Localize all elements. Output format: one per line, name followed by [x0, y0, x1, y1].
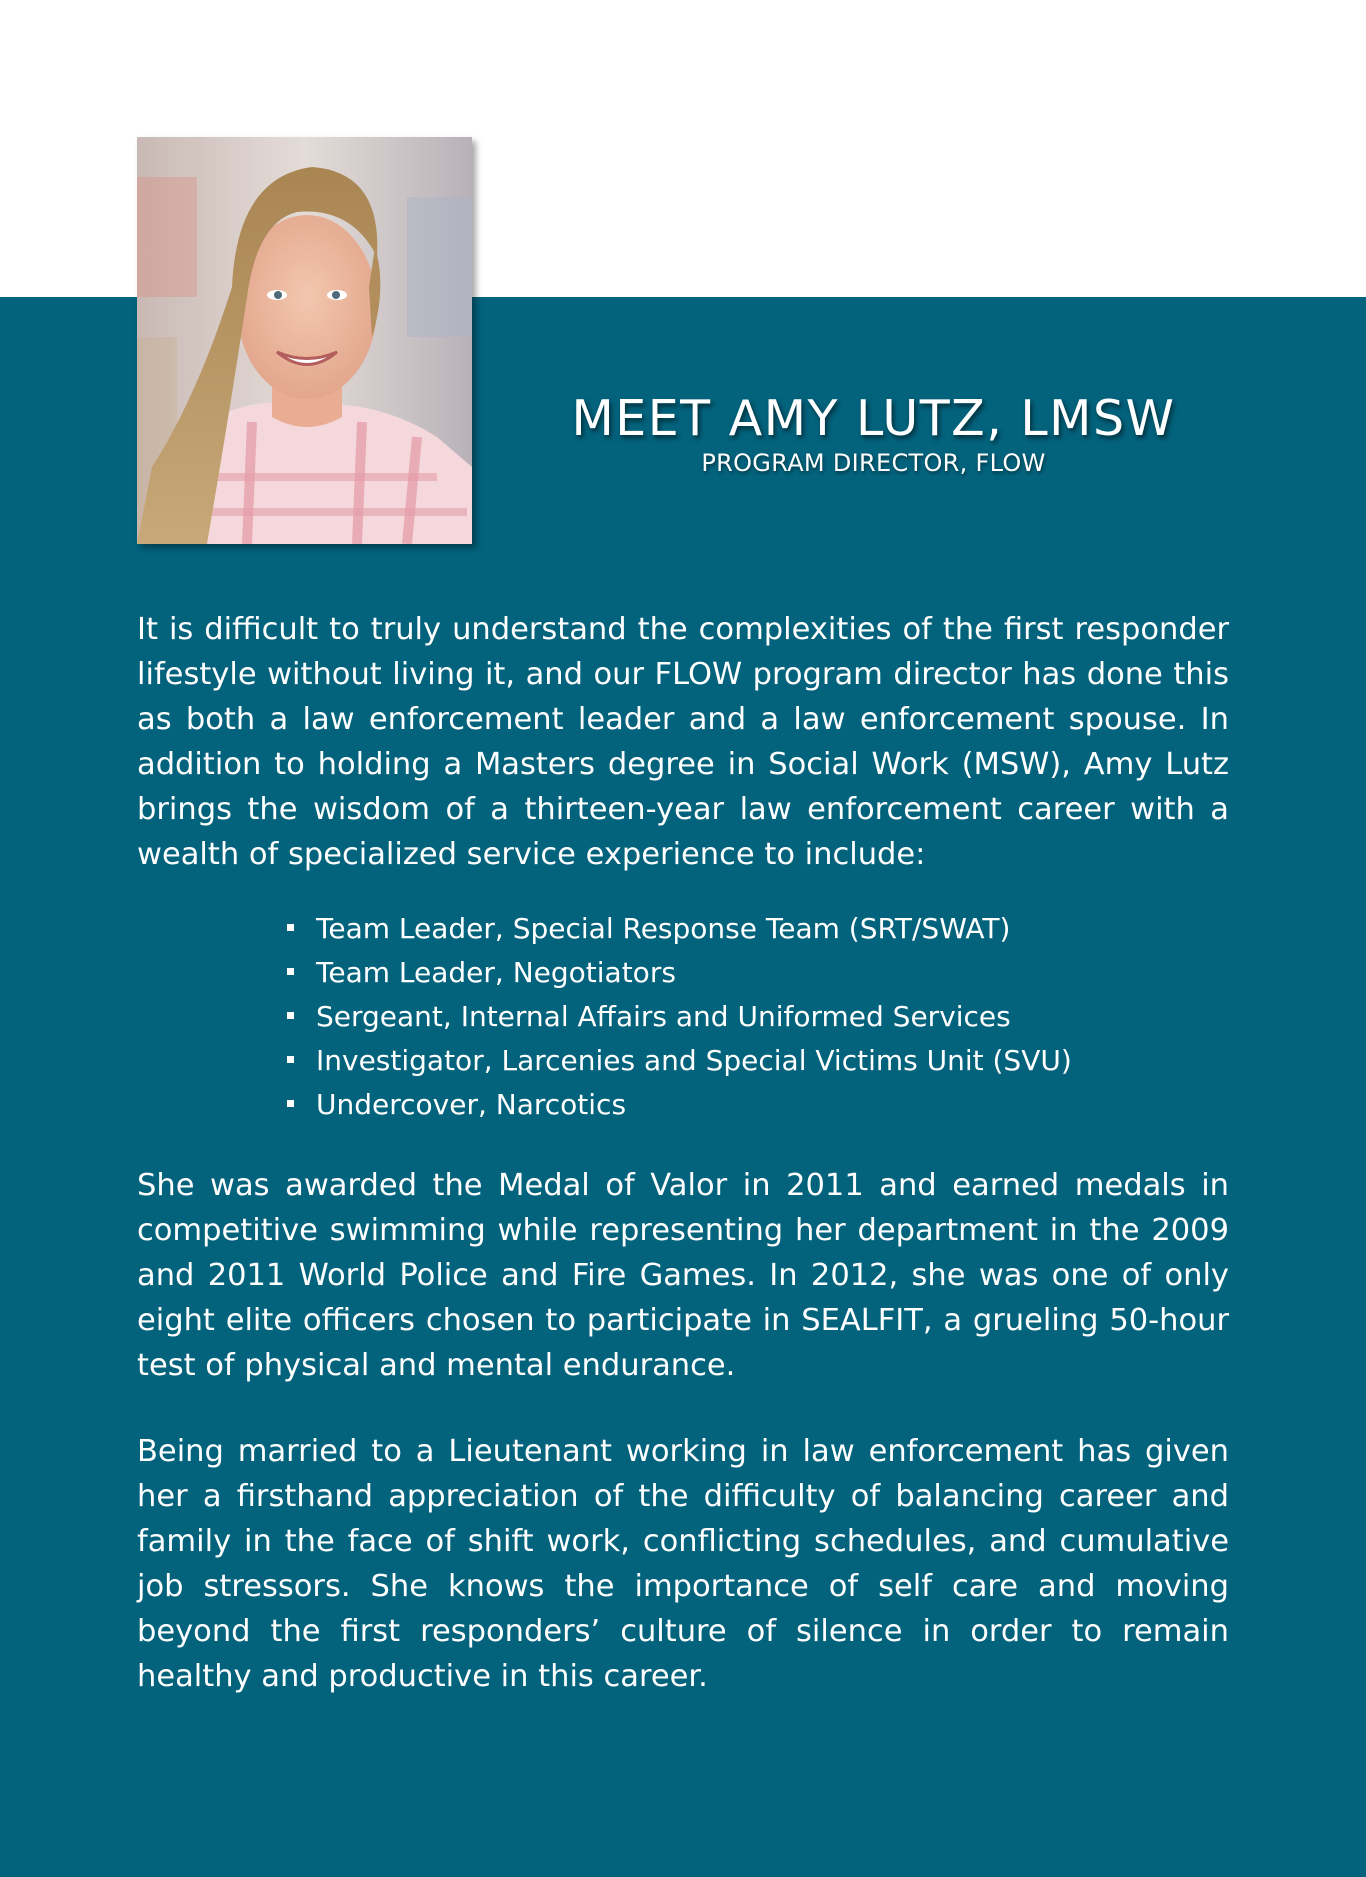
list-item-text: Team Leader, Special Response Team (SRT/SWAT) [316, 912, 1011, 945]
list-item [287, 951, 1229, 995]
portrait-illustration [137, 137, 472, 544]
list-item-text: Investigator, Larcenies and Special Victims Unit (SVU) [316, 1044, 1072, 1077]
bio-content [137, 607, 1229, 1699]
page-title: MEET AMY LUTZ, LMSW [571, 390, 1176, 447]
list-item [287, 907, 1229, 951]
bullet-square-icon [287, 1100, 294, 1107]
bullet-square-icon [287, 1056, 294, 1063]
list-item-text: Undercover, Narcotics [316, 1088, 627, 1121]
family-paragraph: Being married to a Lieutenant working in law enforcement has given her a firsthand appreciation of the difficulty of balancing career and family in the face of shift work, conflicting schedules, and cumulative job stressors. She knows the importance of self care and moving beyond the first responders’ culture of silence in order to remain healthy and productive in this career. [137, 1434, 1229, 1694]
list-item [287, 995, 1229, 1039]
bullet-square-icon [287, 924, 294, 931]
list-item [287, 1083, 1229, 1127]
bullet-square-icon [287, 968, 294, 975]
subtitle-role: PROGRAM DIRECTOR, FLOW [701, 448, 1046, 477]
portrait-photo [137, 137, 472, 544]
title-block [520, 392, 1227, 477]
bullet-square-icon [287, 1012, 294, 1019]
list-item-text: Sergeant, Internal Affairs and Uniformed Services [316, 1000, 1011, 1033]
list-item [287, 1039, 1229, 1083]
intro-paragraph: It is difficult to truly understand the complexities of the first responder lifestyle without living it, and our FLOW program director has done this as both a law enforcement leader and a law enforcement spouse. In addition to holding a Masters degree in Social Work (MSW), Amy Lutz brings the wisdom of a thirteen-year law enforcement career with a wealth of specialized service experience to include: [137, 612, 1229, 872]
list-item-text: Team Leader, Negotiators [316, 956, 676, 989]
awards-paragraph: She was awarded the Medal of Valor in 2011 and earned medals in competitive swimming while representing her department in the 2009 and 2011 World Police and Fire Games. In 2012, she was one of only eight elite officers chosen to participate in SEALFIT, a grueling 50-hour test of physical and mental endurance. [137, 1168, 1229, 1383]
experience-list [137, 907, 1229, 1127]
